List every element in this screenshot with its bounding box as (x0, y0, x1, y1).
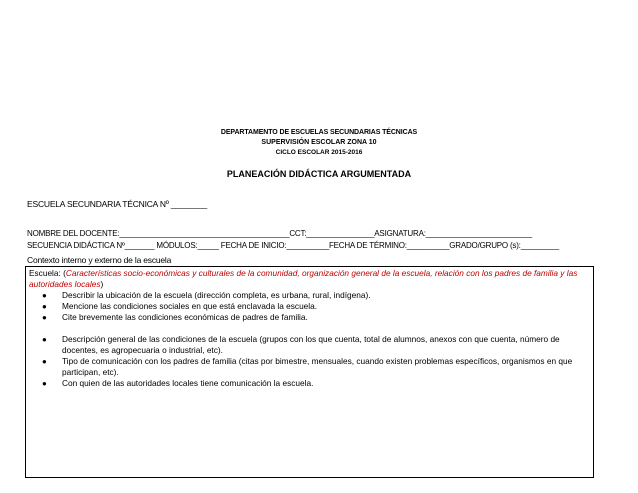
list-item: ● Con quien de las autoridades locales tiene comunicación la escuela. (42, 378, 314, 388)
teacher-info-line: NOMBRE DEL DOCENTE:________________________________________CCT:________________ASIGNATURA:_________________________ (27, 229, 532, 238)
context-lead (29, 268, 590, 290)
bullet-icon: ● (42, 291, 47, 300)
sequence-info-line: SECUENCIA DIDÁCTICA Nº_______ MÓDULOS:_____ FECHA DE INICIO:__________FECHA DE TÉRMINO:__________GRADO/GRUPO (s):_________ (27, 241, 559, 250)
list-item: ● Descripción general de las condiciones de la escuela (grupos con los que cuenta, total de alumnos, anexos con que cuenta, número de docentes, es agropecuaria o industrial, etc). (42, 334, 560, 355)
school-number-line: ESCUELA SECUNDARIA TÉCNICA Nº ________ (27, 199, 208, 209)
bullet-icon: ● (42, 357, 47, 366)
list-item: ● Describir la ubicación de la escuela (dirección completa, es urbana, rural, indígena). (42, 290, 371, 300)
department-heading: DEPARTAMENTO DE ESCUELAS SECUNDARIAS TÉCNICAS (220, 129, 418, 136)
context-label: Contexto interno y externo de la escuela (27, 255, 172, 265)
bullet-icon: ● (42, 302, 47, 311)
document-title: PLANEACIÓN DIDÁCTICA ARGUMENTADA (226, 169, 412, 179)
bullet-icon: ● (42, 379, 47, 388)
list-item: ● Cite brevemente las condiciones económicas de padres de familia. (42, 312, 308, 322)
bullet-icon: ● (42, 335, 47, 344)
bullet-list-b (29, 334, 590, 389)
bullet-list-a (29, 290, 590, 323)
list-item: ● Mencione las condiciones sociales en que está enclavada la escuela. (42, 301, 318, 311)
list-item: ● Tipo de comunicación con los padres de familia (citas por bimestre, mensuales, cuando existen problemas específicos, organismos en que participan, etc). (42, 356, 573, 377)
school-cycle-heading: CICLO ESCOLAR 2015-2016 (275, 149, 363, 156)
context-box (25, 266, 594, 478)
lead-hint: Características socio-económicas y culturales de la comunidad, organización general de la escuela, relación con los padres de familia y las autoridades locales (29, 268, 578, 289)
bullet-icon: ● (42, 313, 47, 322)
supervision-heading: SUPERVISIÓN ESCOLAR ZONA 10 (261, 139, 377, 146)
lead-close: ) (100, 279, 104, 289)
lead-label: Escuela: ( (29, 268, 66, 278)
